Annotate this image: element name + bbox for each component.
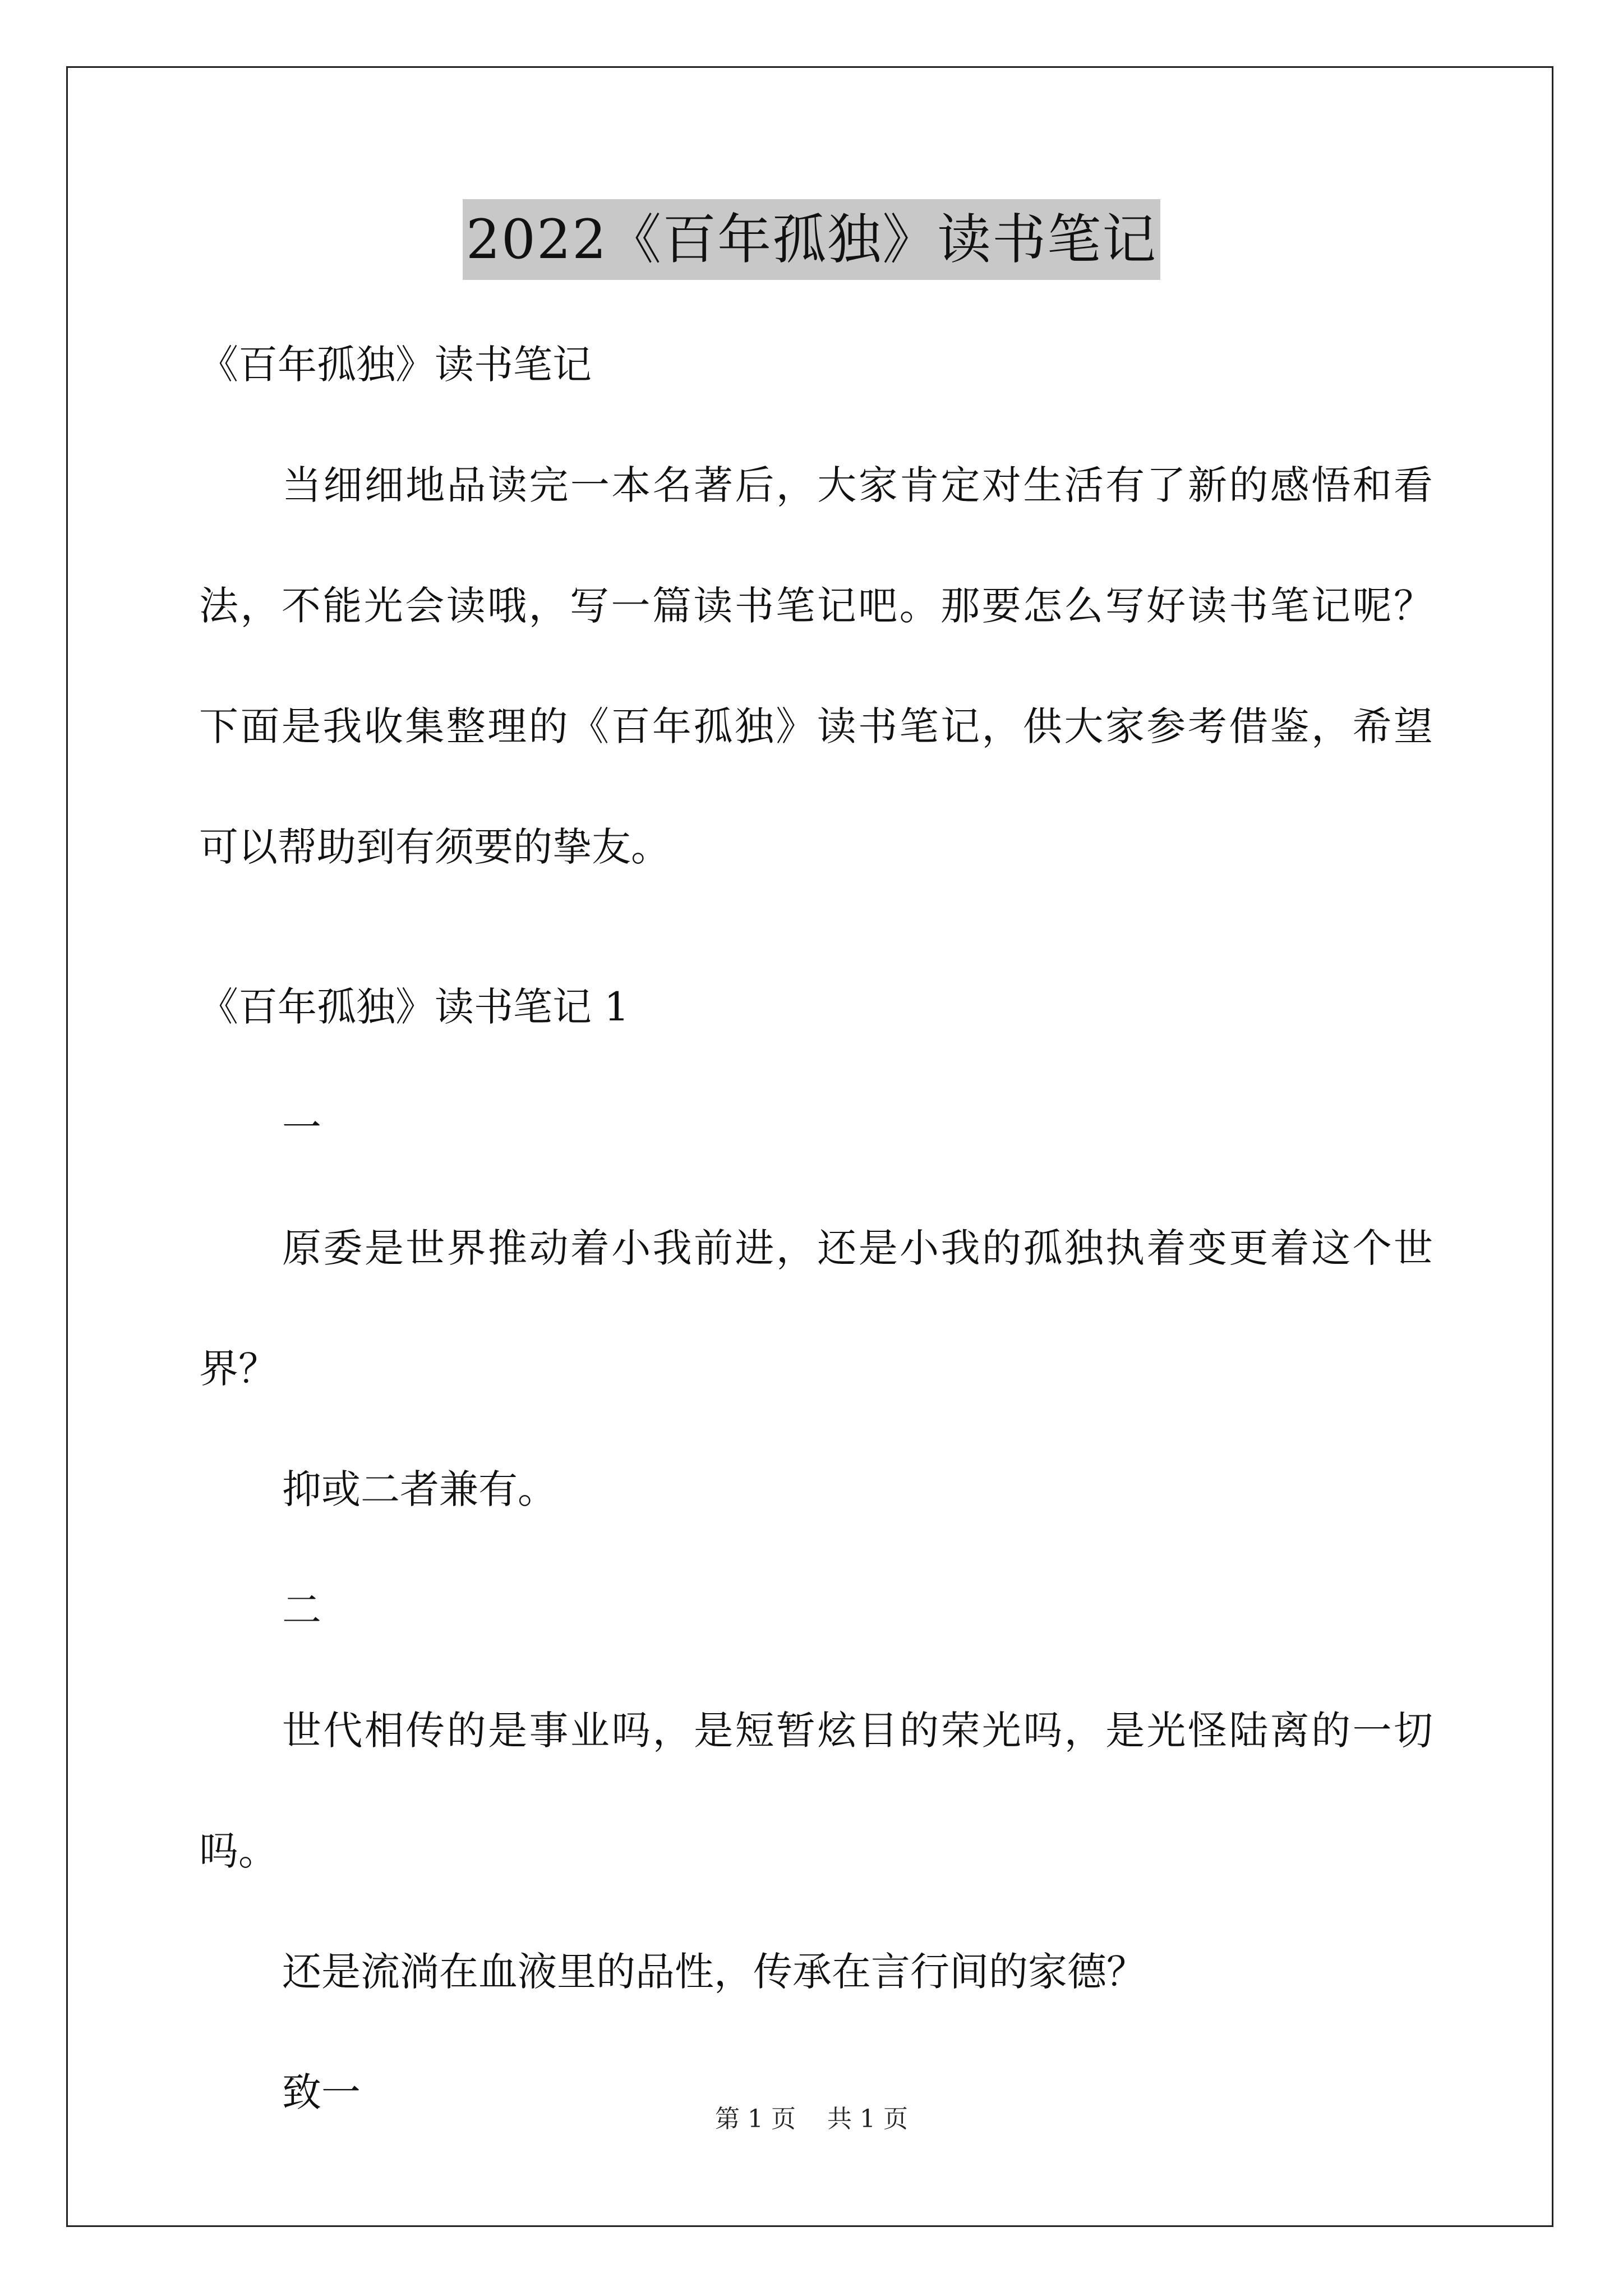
paragraph-line: 界？ <box>199 1346 278 1392</box>
document-title: 2022《百年孤独》读书笔记 <box>463 199 1160 280</box>
paragraph-line: 当细细地品读完一本名著后，大家肯定对生活有了新的感悟和看 <box>282 462 1433 508</box>
page-number: 第 1 页 <box>715 2105 796 2133</box>
section-heading: 《百年孤独》读书笔记 <box>199 342 592 388</box>
paragraph-line: 法，不能光会读哦，写一篇读书笔记吧。那要怎么写好读书笔记呢？ <box>199 583 1433 629</box>
title-container <box>0 199 1623 280</box>
section-number: 二 <box>282 1587 321 1633</box>
paragraph-line: 下面是我收集整理的《百年孤独》读书笔记，供大家参考借鉴，希望 <box>199 703 1433 749</box>
section-number: 一 <box>282 1105 321 1151</box>
paragraph-line: 世代相传的是事业吗，是短暂炫目的荣光吗，是光怪陆离的一切 <box>282 1708 1433 1754</box>
section-heading: 《百年孤独》读书笔记 1 <box>199 984 629 1030</box>
paragraph-line: 抑或二者兼有。 <box>282 1466 557 1512</box>
paragraph-line: 吗。 <box>199 1828 278 1874</box>
paragraph-line: 原委是世界推动着小我前进，还是小我的孤独执着变更着这个世 <box>282 1225 1433 1271</box>
paragraph-line: 还是流淌在血液里的品性，传承在言行间的家德？ <box>282 1949 1146 1995</box>
paragraph-line: 致一 <box>282 2069 361 2115</box>
page-total: 共 1 页 <box>827 2105 908 2133</box>
paragraph-line: 可以帮助到有须要的挚友。 <box>199 824 670 870</box>
page-footer <box>0 2102 1623 2136</box>
